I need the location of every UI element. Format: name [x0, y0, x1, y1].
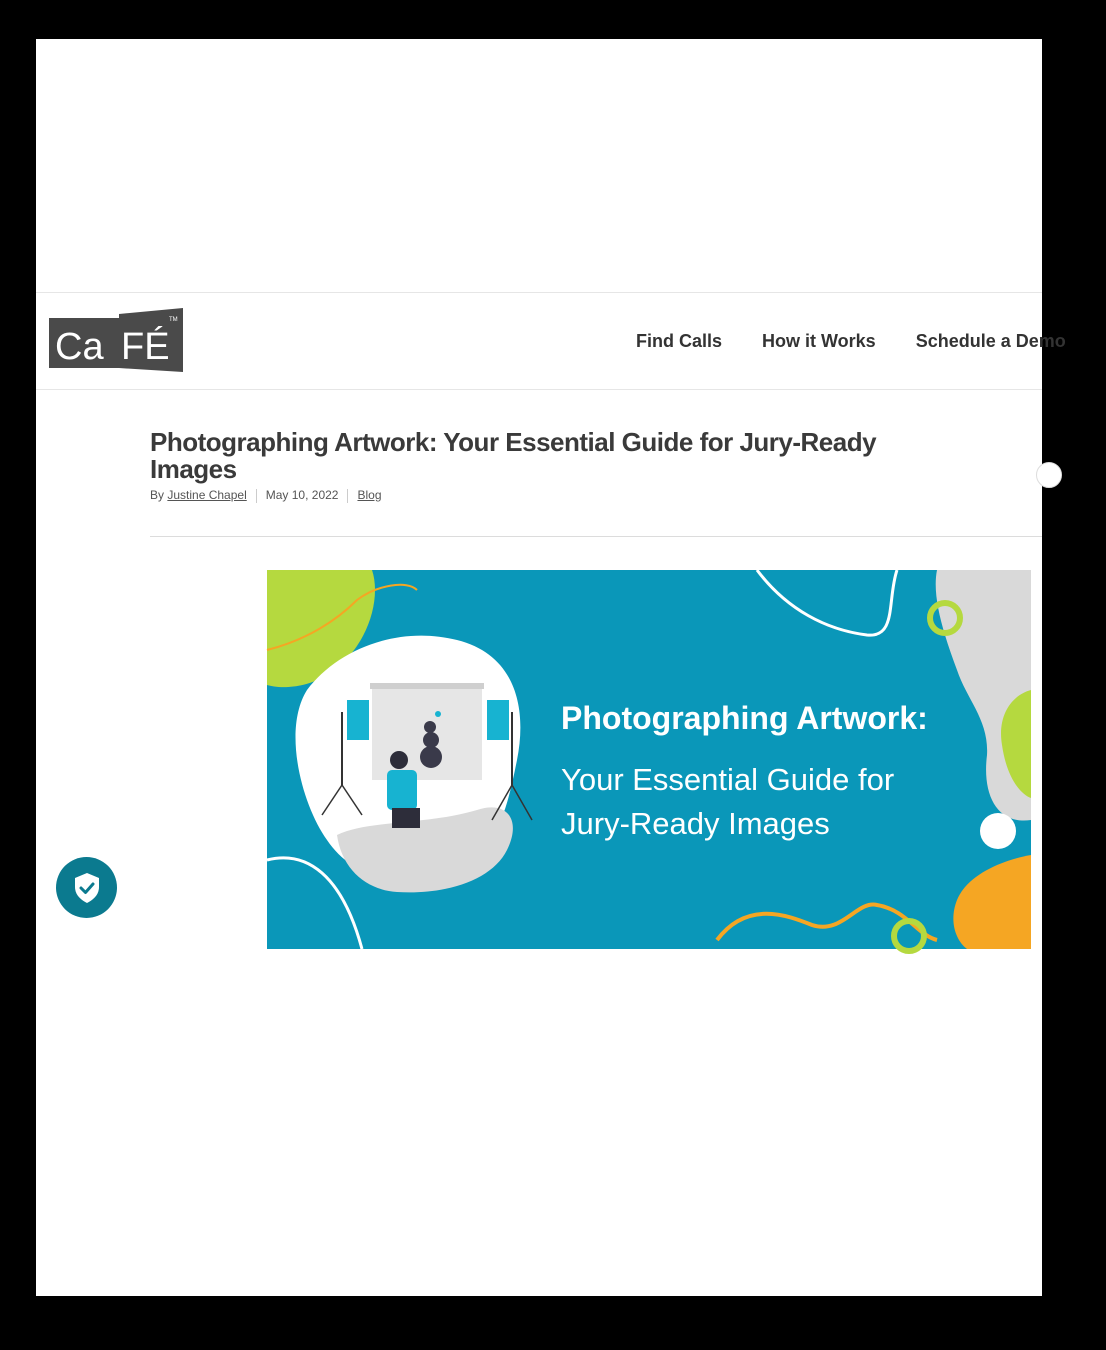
- publish-date: May 10, 2022: [265, 488, 339, 502]
- main-nav: [636, 293, 1106, 389]
- svg-text:TM: TM: [169, 317, 178, 323]
- meta-divider: [347, 489, 348, 503]
- webpage: [36, 39, 1066, 1296]
- cafe-logo[interactable]: [49, 308, 185, 374]
- privacy-settings-button[interactable]: [56, 857, 117, 918]
- nav-how-it-works[interactable]: How it Works: [762, 330, 876, 351]
- share-button[interactable]: [1036, 462, 1062, 488]
- hero-image: [267, 570, 1031, 949]
- article-meta: [150, 488, 382, 503]
- category-link[interactable]: Blog: [357, 488, 382, 502]
- meta-divider: [256, 489, 257, 503]
- hero-subheadline-2: Jury-Ready Images: [561, 806, 830, 841]
- byline-prefix: By: [150, 488, 165, 502]
- nav-find-calls[interactable]: Find Calls: [636, 330, 723, 351]
- site-header: [36, 292, 1066, 390]
- hero-headline: Photographing Artwork:: [561, 700, 928, 736]
- nav-schedule-demo[interactable]: Schedule a Demo: [915, 330, 1066, 351]
- svg-text:FÉ: FÉ: [121, 326, 170, 368]
- author-link[interactable]: Justine Chapel: [167, 488, 247, 502]
- hero-subheadline-1: Your Essential Guide for: [561, 762, 895, 797]
- hero-illustration: [267, 570, 1031, 949]
- svg-text:Ca: Ca: [55, 326, 104, 368]
- divider: [150, 536, 1042, 537]
- shield-check-icon: [73, 872, 101, 904]
- article-title: Photographing Artwork: Your Essential Guide for Jury-Ready Images: [150, 427, 877, 484]
